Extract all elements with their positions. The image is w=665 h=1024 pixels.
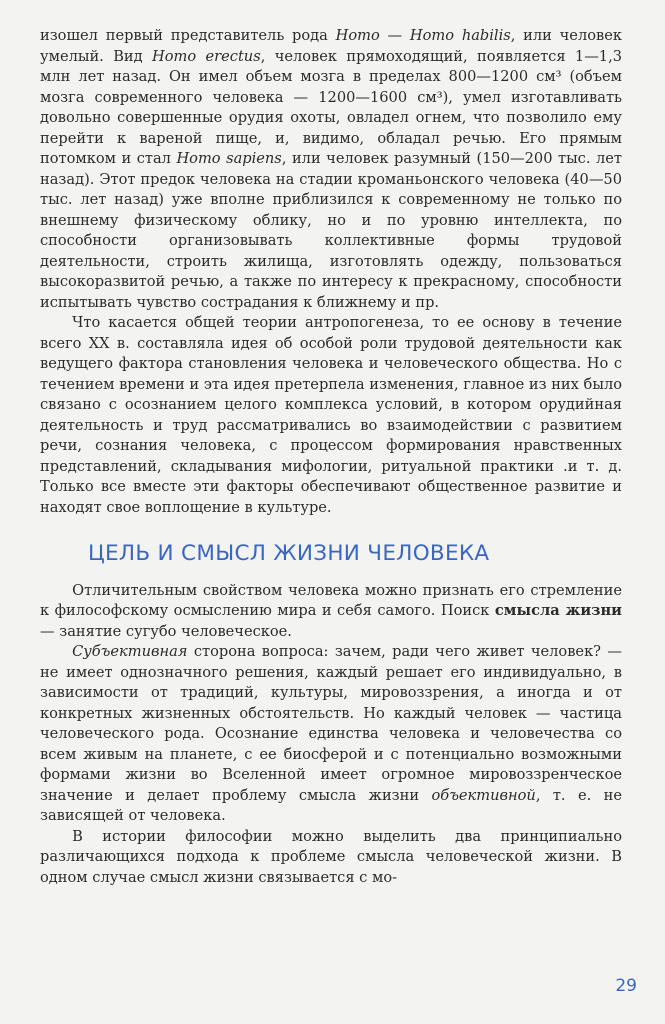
- italic-term: объективной: [431, 786, 536, 804]
- paragraph-5: В истории философии можно выделить два принципиально различающихся подхода к проблеме смысла человеческой жизни. В одном случае смысл жизни связывается с мо-: [40, 827, 622, 886]
- page-body: [40, 26, 622, 888]
- paragraph-1: [40, 26, 622, 313]
- italic-term: Homo habilis: [409, 27, 511, 44]
- text: — занятие сугубо человеческое.: [40, 622, 292, 640]
- italic-term: Субъективная: [72, 643, 188, 660]
- bold-term: смысла жизни: [494, 602, 622, 619]
- paragraph-2: Что касается общей теории антропогенеза, то ее основу в течение всего XX в. составляла идея об особой роли трудовой деятельности как ведущего фактора становления человека и человеческого общества. Но с течением времени и эта идея претерпела изменения, главное из них было связано с осознанием целого комплекса условий, в котором орудийная деятельность и труд рассматривались во взаимодействии с развитием речи, сознания человека, с процессом формирования нравственных представлений, складывания мифологии, ритуальной практики .и т. д. Только все вместе эти факторы обеспечивают общественное развитие и находят свое воплощение в культуре.: [40, 314, 622, 516]
- text: , человек прямоходящий, появляется 1—1,3 млн лет назад. Он имел объем мозга в пределах 800—1200 см³ (объем мозга современного человека — 1200—1600 см³), умел изготавливать довольно совершенные орудия охоты, овладел огнем, что позволило ему перейти к вареной пище, и, видимо, обладал речью. Его прямым потомком и стал: [40, 47, 623, 167]
- text: изошел первый представитель рода: [40, 27, 336, 44]
- text: , или человек умелый. Вид: [40, 27, 622, 65]
- text: , или человек разумный (150—200 тыс. лет назад). Этот предок человека на стадии кроманьонского человека (40—50 тыс. лет назад) уже вполне приблизился к современному не только по внешнему физическому облику, но и по уровню интеллекта, по способности организовывать коллективные формы трудовой деятельности, строить жилища, изготовлять одежду, пользоваться высокоразвитой речью, а также по интересу к прекрасному, способности испытывать чувство сострадания к ближнему и пр.: [40, 150, 622, 311]
- text: Отличительным свойством человека можно признать его стремление к философскому осмыслению мира и себя самого. Поиск: [40, 581, 622, 619]
- italic-term: Homo: [335, 27, 380, 44]
- text: сторона вопроса: зачем, ради чего живет человек? — не имеет однозначного решения, каждый решает его индивидуально, в зависимости от традиций, культуры, мировоззрения, а иногда и от конкретных жизненных обстоятельств. Но каждый человек — частица человеческого рода. Осознание единства человека и человечества со всем живым на планете, с ее биосферой и с потенциально возможными формами жизни во Вселенной имеет огромное мировоззренческое значение и делает проблему смысла жизни: [40, 643, 622, 804]
- paragraph-4: [40, 642, 622, 827]
- text: —: [379, 27, 410, 44]
- italic-term: Homo sapiens: [176, 150, 282, 167]
- paragraph-3: [40, 581, 622, 643]
- text: , т. е. не зависящей от человека.: [40, 786, 622, 824]
- italic-term: Homo erectus: [152, 47, 261, 65]
- page-number: 29: [615, 976, 637, 996]
- section-heading: ЦЕЛЬ И СМЫСЛ ЖИЗНИ ЧЕЛОВЕКА: [88, 541, 490, 566]
